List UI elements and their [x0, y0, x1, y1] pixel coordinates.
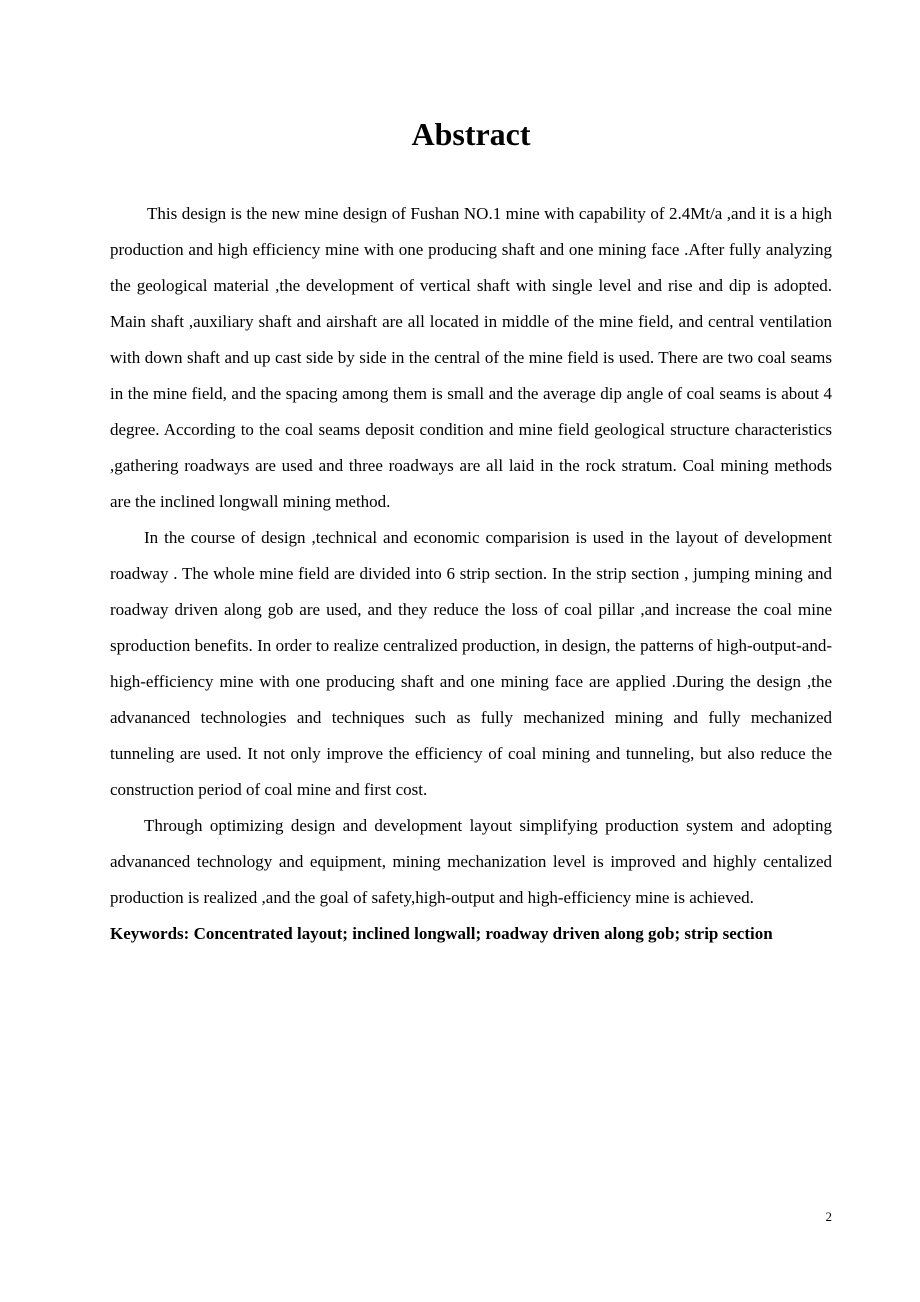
abstract-paragraph-1: This design is the new mine design of Fushan NO.1 mine with capability of 2.4Mt/a ,and it is a high production and high efficiency mine with one producing shaft and one mining face .After fully analyzing the geological material ,the development of vertical shaft with single level and rise and dip is adopted. Main shaft ,auxiliary shaft and airshaft are all located in middle of the mine field, and central ventilation with down shaft and up cast side by side in the central of the mine field is used. There are two coal seams in the mine field, and the spacing among them is small and the average dip angle of coal seams is about 4 degree. According to the coal seams deposit condition and mine field geological structure characteristics ,gathering roadways are used and three roadways are all laid in the rock stratum. Coal mining methods are the inclined longwall mining method.: [110, 204, 832, 511]
abstract-paragraph-3: Through optimizing design and development layout simplifying production system and adopting advananced technology and equipment, mining mechanization level is improved and highly centalized production is realized ,and the goal of safety,high-output and high-efficiency mine is achieved.: [110, 816, 832, 907]
abstract-paragraph-2: In the course of design ,technical and economic comparision is used in the layout of development roadway . The whole mine field are divided into 6 strip section. In the strip section , jumping mining and roadway driven along gob are used, and they reduce the loss of coal pillar ,and increase the coal mine sproduction benefits. In order to realize centralized production, in design, the patterns of high-output-and-high-efficiency mine with one producing shaft and one mining face are applied .During the design ,the advananced technologies and techniques such as fully mechanized mining and fully mechanized tunneling are used. It not only improve the efficiency of coal mining and tunneling, but also reduce the construction period of coal mine and first cost.: [110, 528, 832, 799]
abstract-body: [110, 196, 832, 952]
page-title: Abstract: [411, 116, 531, 152]
keywords-line: Keywords: Concentrated layout; inclined longwall; roadway driven along gob; strip section: [110, 924, 773, 943]
page-number: 2: [825, 1209, 832, 1224]
